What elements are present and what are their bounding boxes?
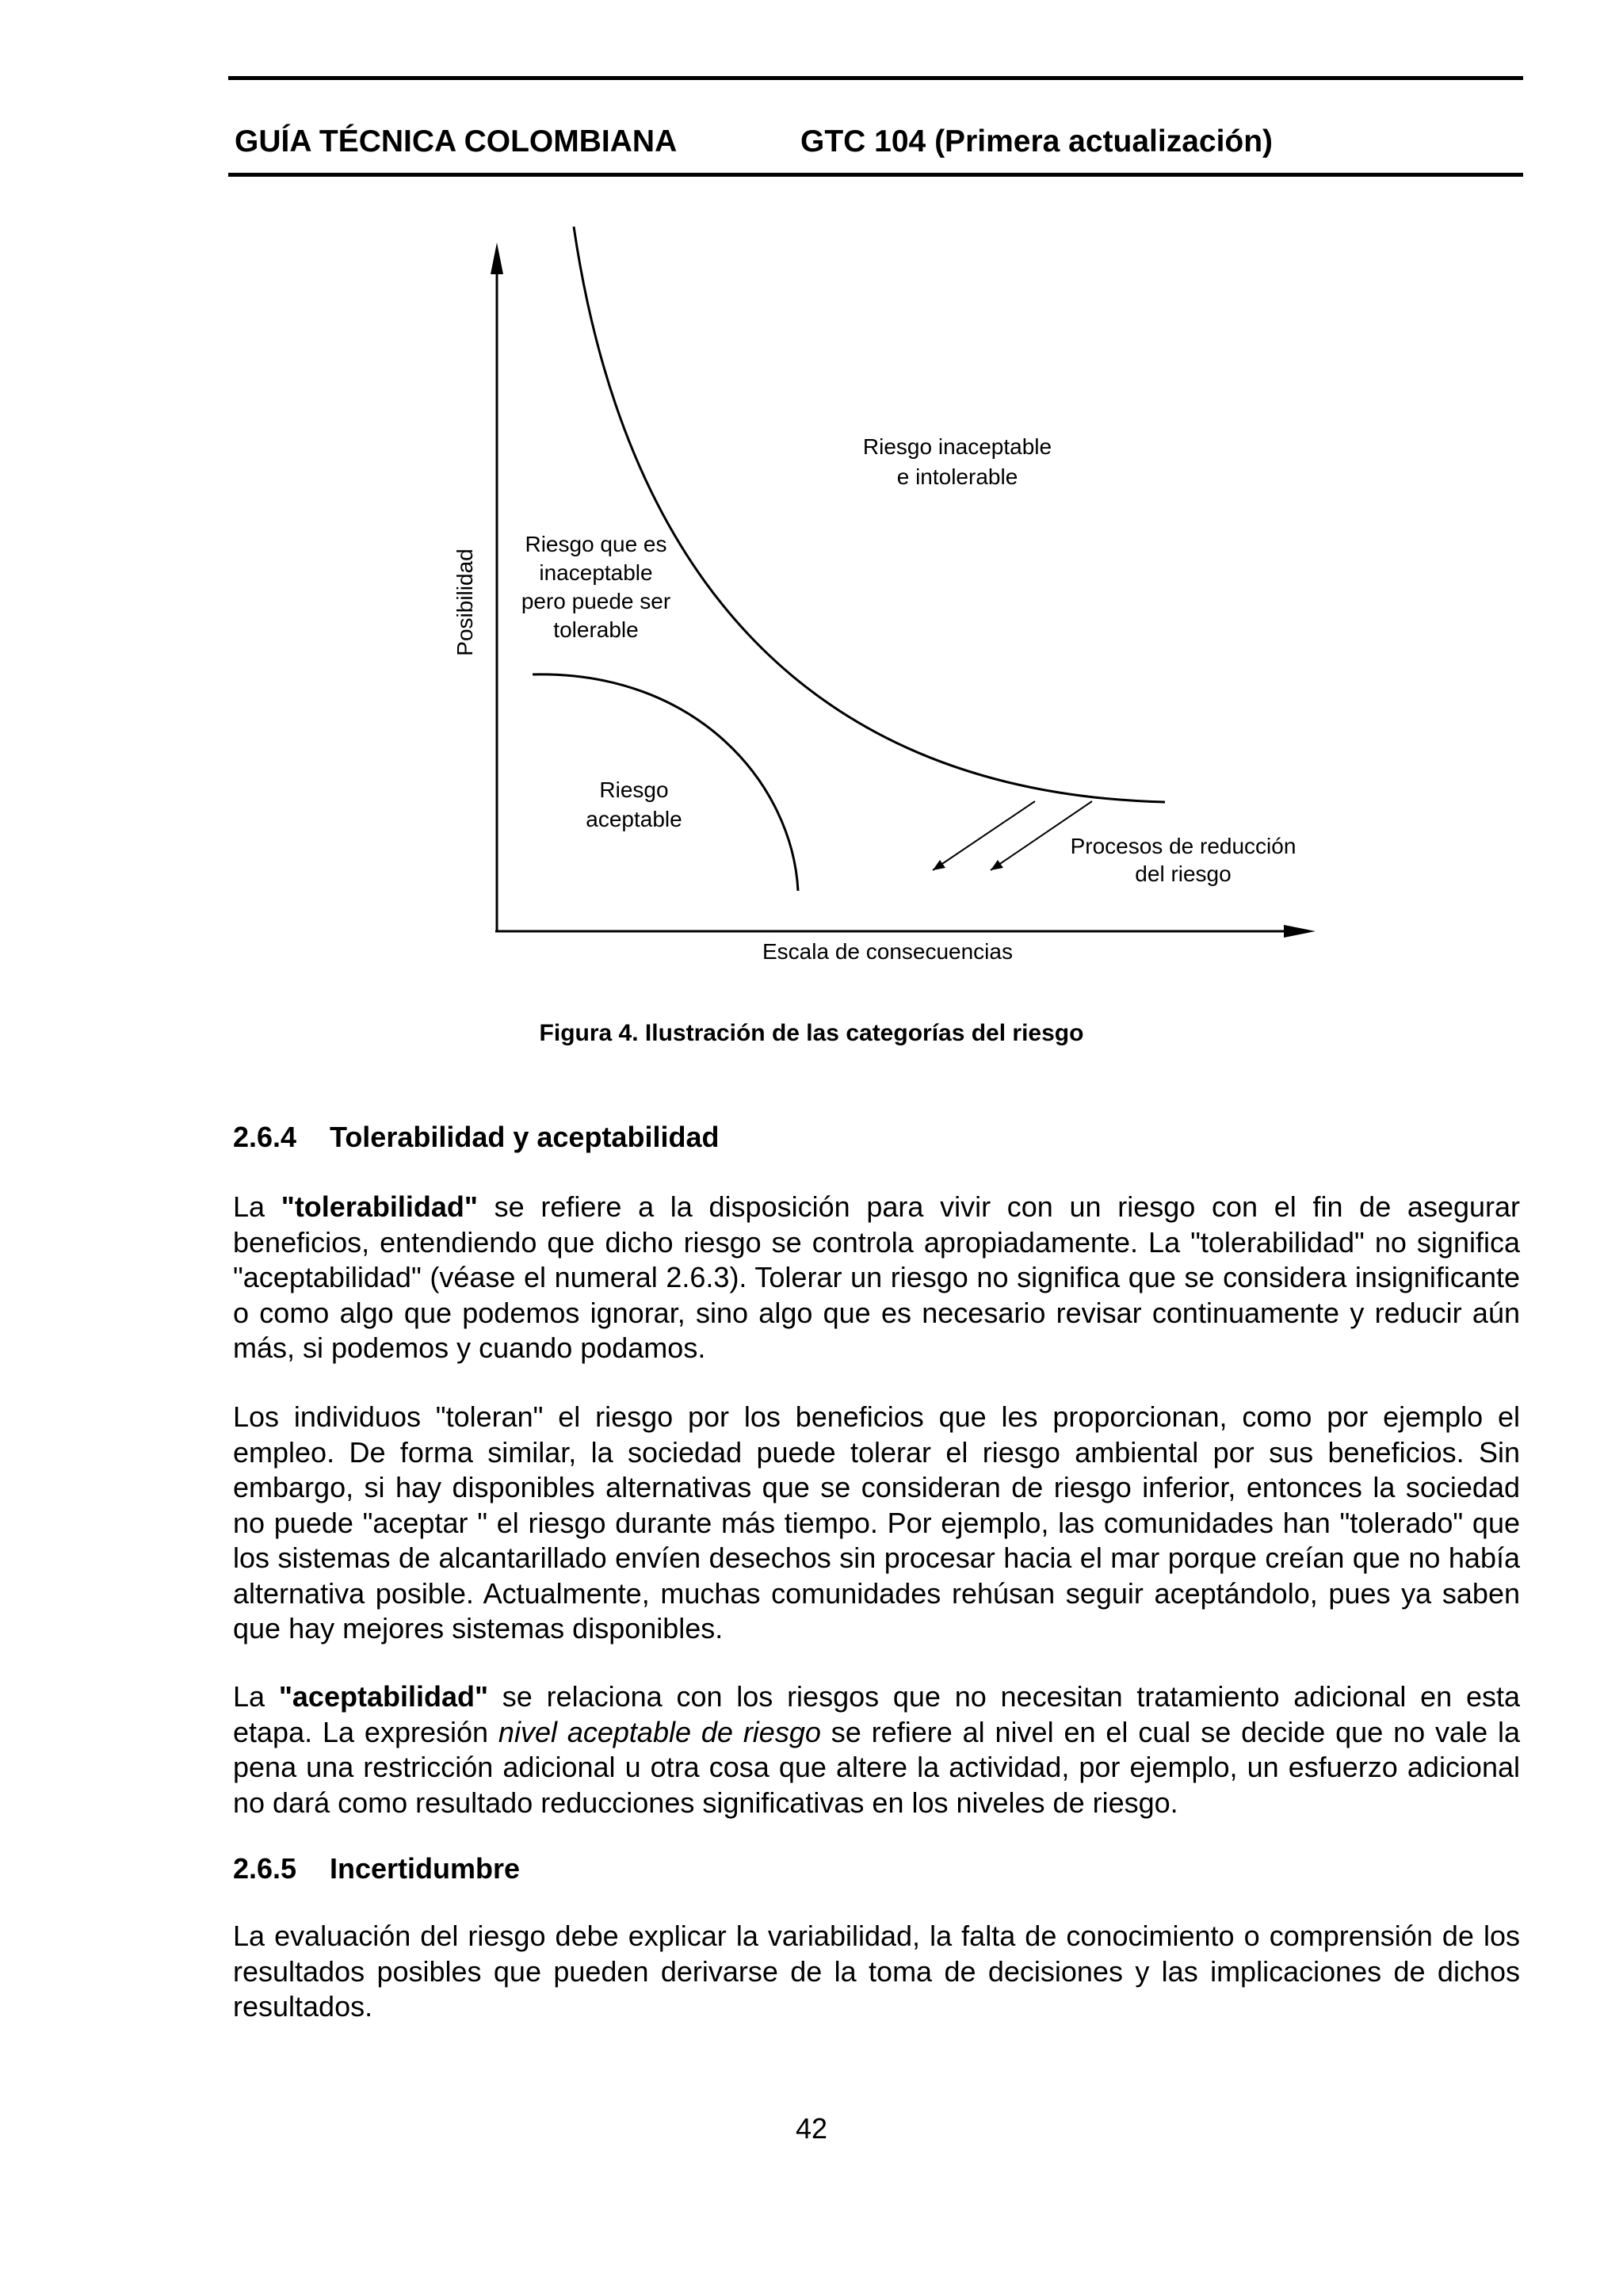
header-left-title: GUÍA TÉCNICA COLOMBIANA (235, 124, 678, 159)
y-axis-arrowhead (491, 243, 503, 274)
section-264-paragraph-3 (233, 1679, 1520, 1820)
figure-caption: Figura 4. Ilustración de las categorías del riesgo (539, 1020, 1084, 1046)
risk-categories-figure (0, 0, 1623, 1022)
reduction-label-line1: Procesos de reducción (1070, 834, 1296, 858)
page-number: 42 (795, 2112, 828, 2145)
tolerable-label-line2: inaceptable (539, 560, 653, 585)
section-265-title: Incertidumbre (330, 1852, 521, 1885)
section-264-number: 2.6.4 (233, 1121, 297, 1153)
acceptable-label-line2: aceptable (586, 807, 682, 831)
reduction-label-line2: del riesgo (1135, 861, 1232, 886)
section-265-number: 2.6.5 (233, 1852, 297, 1885)
section-265-heading (233, 1852, 520, 1885)
x-axis-arrowhead (1284, 925, 1316, 938)
p3-after: se refiere al nivel en el cual se decide que no vale la pena una restricción adicional u otra cosa que altere la actividad, por ejemplo, un esfuerzo adicional no dará como resultado reducciones significativas en los niveles de riesgo. (233, 1715, 1520, 1819)
p1-before: La (233, 1190, 281, 1223)
tolerable-label-line4: tolerable (553, 617, 639, 642)
risk-reduction-arrow-2-head (991, 860, 1003, 870)
section-264-paragraph-1 (233, 1190, 1520, 1366)
term-tolerabilidad: "tolerabilidad" (281, 1190, 478, 1223)
unacceptable-label-line2: e intolerable (896, 464, 1018, 489)
term-nivel-aceptable: nivel aceptable de riesgo (498, 1715, 821, 1748)
unacceptable-label-line1: Riesgo inaceptable (862, 434, 1052, 459)
section-265-paragraph-1: La evaluación del riesgo debe explicar la variabilidad, la falta de conocimiento o comprensión de los resultados posibles que pueden derivarse de la toma de decisiones y las implicaciones de dichos resultados. (233, 1920, 1520, 2023)
term-aceptabilidad: "aceptabilidad" (278, 1680, 489, 1713)
p1-after: se refiere a la disposición para vivir con un riesgo con el fin de asegurar beneficios, entendiendo que dicho riesgo se controla apropiadamente. La "tolerabilidad" no significa "aceptabilidad" (véase el numeral 2.6.3). Tolerar un riesgo no significa que se considera insignificante o como algo que podemos ignorar, sino algo que es necesario revisar continuamente y reducir aún más, si podemos y cuando podamos. (233, 1190, 1520, 1364)
y-axis-label: Posibilidad (453, 548, 477, 656)
section-264-paragraph-2: Los individuos "toleran" el riesgo por los beneficios que les proporcionan, como por ejemplo el empleo. De forma similar, la sociedad puede tolerar el riesgo ambiental por sus beneficios. Sin embargo, si hay disponibles alternativas que se consideran de riesgo inferior, entonces la sociedad no puede "aceptar " el riesgo durante más tiempo. Por ejemplo, las comunidades han "tolerado" que los sistemas de alcantarillado envíen desechos sin procesar hacia el mar porque creían que no había alternativa posible. Actualmente, muchas comunidades rehúsan seguir aceptándolo, pues ya saben que hay mejores sistemas disponibles. (233, 1400, 1520, 1645)
p3-before: La (233, 1680, 279, 1713)
p3-middle: se relaciona con los riesgos que no necesitan tratamiento adicional en esta etapa. La expresión (233, 1680, 1521, 1748)
tolerable-label-line1: Riesgo que es (525, 532, 667, 556)
acceptable-label-line1: Riesgo (599, 777, 669, 802)
section-264-heading (233, 1121, 719, 1154)
header-right-title: GTC 104 (Primera actualización) (800, 124, 1274, 159)
section-264-title: Tolerabilidad y aceptabilidad (330, 1121, 720, 1153)
risk-reduction-arrow-1-head (933, 860, 945, 870)
risk-reduction-arrow-1 (933, 801, 1035, 870)
tolerability-boundary-curve (574, 227, 1165, 802)
tolerable-label-line3: pero puede ser (521, 589, 671, 613)
x-axis-label: Escala de consecuencias (762, 939, 1013, 964)
